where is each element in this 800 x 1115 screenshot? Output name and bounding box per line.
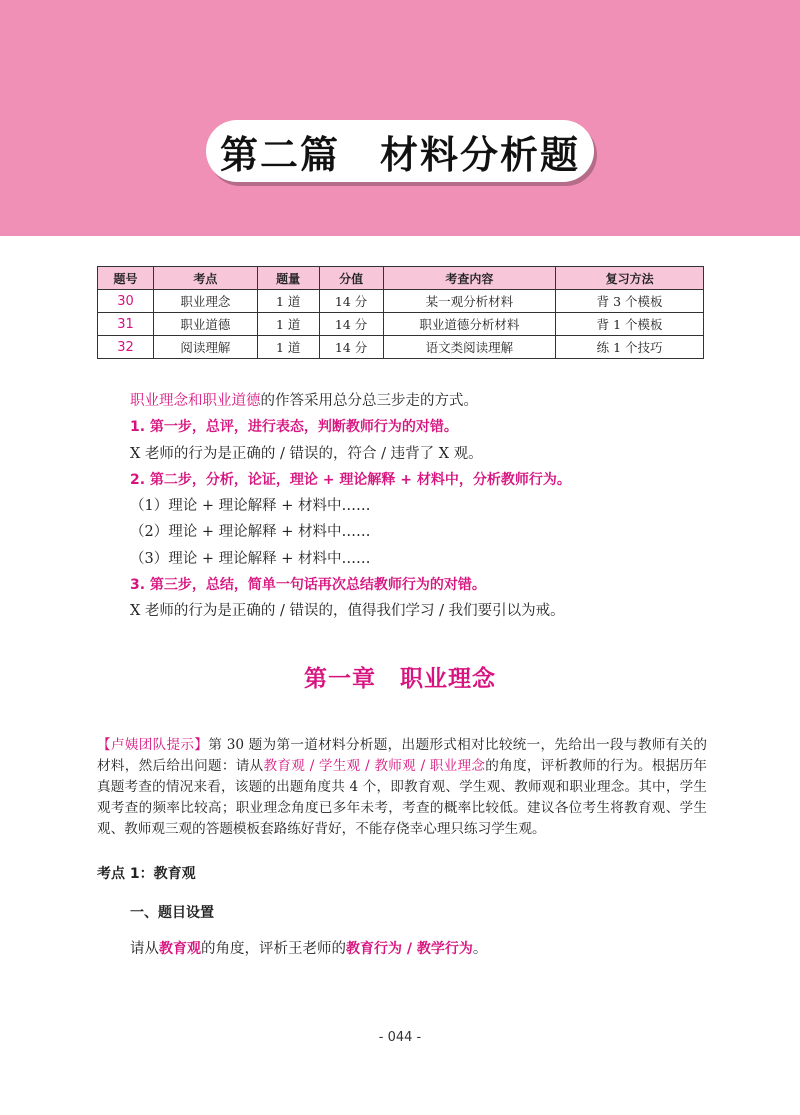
question-highlight-1: 教育观 — [159, 941, 201, 957]
cell-content: 职业道德分析材料 — [383, 313, 556, 336]
cell-number: 30 — [98, 290, 154, 313]
cell-content: 语文类阅读理解 — [383, 336, 556, 359]
tip-text-a: 第 30 题为第一道材料分析题，出题形式相对比较统一，先给出一段与教师有关的材料，然后给出问题：请从 — [97, 737, 708, 774]
cell-topic: 职业道德 — [153, 313, 257, 336]
th-method: 复习方法 — [556, 267, 704, 290]
part-title: 第二篇 材料分析题 — [219, 132, 580, 177]
tip-text-b: 的角度，评析教师的行为。根据历年真题考查的情况来看，该题的出题角度共 4 个，即教育观、学生观、教师观和职业理念。其中，学生观考查的频率比较高；职业理念角度已多年未考，考查的概率比较低。建议各位考生将教育观、学生观、教师观三观的答题模板套路练好背好，不能存侥幸心理只练习学生观。 — [97, 758, 707, 837]
table-row — [98, 313, 704, 336]
table-header-row — [98, 267, 704, 290]
cell-count: 1 道 — [257, 290, 319, 313]
step3-text: X 老师的行为是正确的 / 错误的，值得我们学习 / 我们要引以为戒。 — [130, 603, 565, 620]
cell-number: 31 — [98, 313, 154, 336]
th-content: 考查内容 — [383, 267, 556, 290]
team-tip-paragraph — [97, 735, 707, 840]
cell-method: 练 1 个技巧 — [556, 336, 704, 359]
th-score: 分值 — [319, 267, 383, 290]
cell-content: 某一观分析材料 — [383, 290, 556, 313]
th-topic: 考点 — [153, 267, 257, 290]
chapter-title: 第一章 职业理念 — [304, 665, 496, 692]
subsection-heading: 一、题目设置 — [130, 905, 214, 921]
cell-topic: 阅读理解 — [153, 336, 257, 359]
kaodian-heading: 考点 1：教育观 — [97, 866, 196, 882]
header-banner — [0, 0, 800, 236]
cell-method: 背 1 个模板 — [556, 313, 704, 336]
step2-item: （2）理论 + 理论解释 + 材料中…… — [130, 524, 371, 541]
part-title-pill — [206, 120, 594, 182]
cell-count: 1 道 — [257, 336, 319, 359]
th-number: 题号 — [98, 267, 154, 290]
question-overview-table — [97, 266, 704, 359]
question-text-a: 请从 — [130, 941, 159, 957]
question-text-b: 的角度，评析王老师的 — [201, 941, 346, 957]
tip-text-highlight: 教育观 / 学生观 / 教师观 / 职业理念 — [263, 758, 486, 774]
cell-count: 1 道 — [257, 313, 319, 336]
tip-label: 【卢姨团队提示】 — [97, 737, 209, 753]
cell-method: 背 3 个模板 — [556, 290, 704, 313]
step1-text: X 老师的行为是正确的 / 错误的，符合 / 违背了 X 观。 — [130, 445, 483, 462]
method-intro — [130, 388, 730, 414]
method-intro-rest: 的作答采用总分总三步走的方式。 — [260, 393, 478, 409]
method-intro-highlight: 职业理念和职业道德 — [130, 393, 261, 409]
page-number: - 044 - — [378, 1030, 422, 1045]
answer-method-block — [130, 388, 730, 625]
cell-number: 32 — [98, 336, 154, 359]
cell-topic: 职业理念 — [153, 290, 257, 313]
step2-heading: 2. 第二步，分析，论证，理论 + 理论解释 + 材料中，分析教师行为。 — [130, 471, 571, 488]
cell-score: 14 分 — [319, 290, 383, 313]
cell-score: 14 分 — [319, 313, 383, 336]
step1-heading: 1. 第一步，总评，进行表态，判断教师行为的对错。 — [130, 419, 458, 436]
table-row — [98, 336, 704, 359]
th-count: 题量 — [257, 267, 319, 290]
step2-item: （3）理论 + 理论解释 + 材料中…… — [130, 550, 371, 567]
step2-item: （1）理论 + 理论解释 + 材料中…… — [130, 498, 371, 515]
step3-heading: 3. 第三步，总结，简单一句话再次总结教师行为的对错。 — [130, 577, 486, 594]
table-row — [98, 290, 704, 313]
cell-score: 14 分 — [319, 336, 383, 359]
question-highlight-2: 教育行为 / 教学行为 — [346, 941, 473, 957]
question-setting — [130, 937, 487, 958]
question-text-c: 。 — [472, 941, 488, 957]
